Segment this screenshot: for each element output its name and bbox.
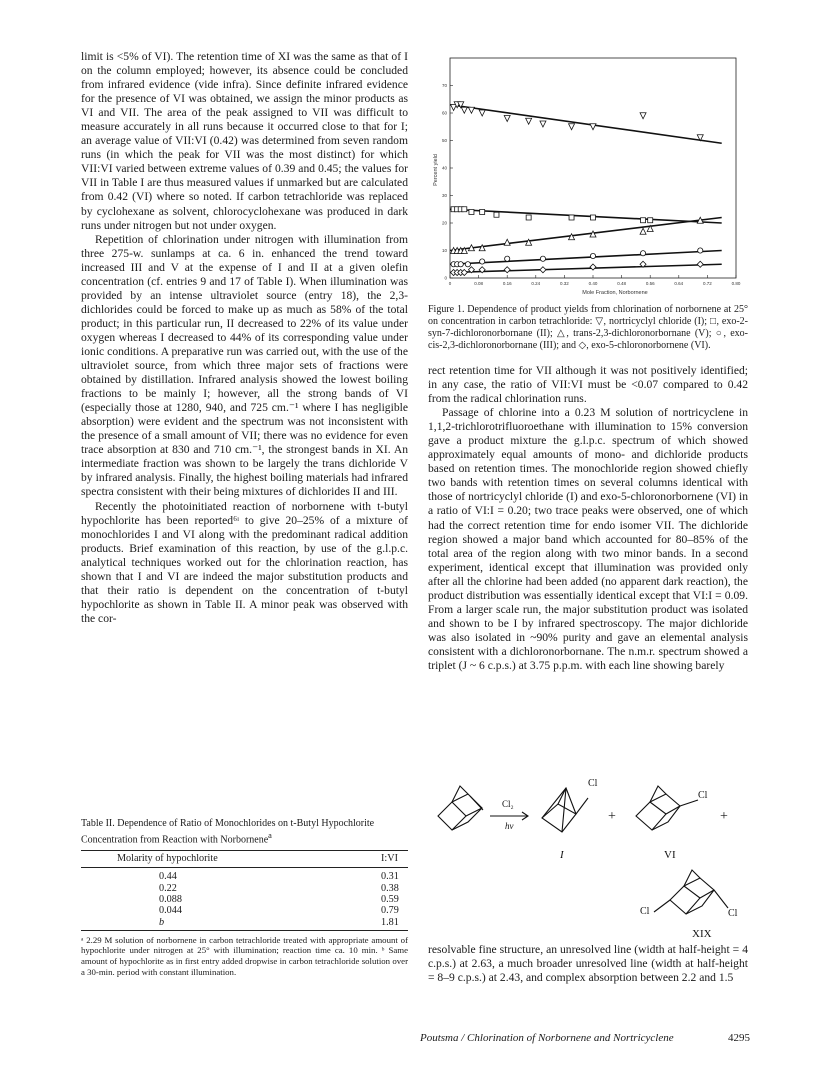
data-point (479, 110, 485, 116)
table-header-row (81, 851, 408, 868)
fit-line (450, 264, 722, 272)
data-point (469, 210, 474, 215)
paragraph: Passage of chlorine into a 0.23 M solution of nortricyclene in 1,1,2-trichlorotrifluoroethane with illumination to 15% conversion gave a product mixture the g.l.p.c. spectrum of which showed approximately equal amounts of mono- and dichloride products based on retention times. The monochloride region showed chiefly two bands with retention times on several columns identical with those of nortricyclyl chloride (I) and exo-5-chloronorbornene (VI) in a ratio of VI:I = 0.20; two trace peaks were observed, one of which had the correct retention time for endo isomer VII. The dichloride region showed a major band which accounted for 80–85% of the total area of the region along with two minor bands. In a second experiment, identical except that illumination was provided only after all the chlorine had been added (no apparent dark reaction), the product distribution was essentially identical except that VI:I = 0.09. From a larger scale run, the major substitution product was isolated and shown to be I by infrared spectroscopy. The major dichloride was also isolated in ~90% purity and gave an elemental analysis consistent with a dichloronorbornane. The n.m.r. spectrum showed a triplet (J ~ 6 c.p.s.) at 3.75 p.p.m. with each line showing barely (428, 406, 748, 672)
fit-line (450, 218, 722, 251)
exo-5-chloronorbornene-structure (636, 786, 698, 830)
column-header: Molarity of hypochlorite (81, 851, 339, 868)
data-point (465, 262, 470, 267)
data-point (540, 256, 545, 261)
data-point (526, 215, 531, 220)
y-axis-label: Percent yield (433, 154, 439, 186)
x-tick-label: 0.64 (674, 281, 684, 286)
chart-fit-lines (450, 105, 722, 273)
data-point (641, 218, 646, 223)
y-tick-label: 10 (441, 248, 447, 253)
chlorine-label: Cl (698, 790, 708, 801)
data-point (590, 264, 596, 270)
table-2 (81, 818, 408, 977)
data-point (540, 267, 546, 273)
table-row (81, 883, 408, 894)
data-point (698, 248, 703, 253)
data-point (505, 256, 510, 261)
paragraph: Recently the photoinitiated reaction of norbornene with t-butyl hypochlorite has been reported⁶ᶦ to give 20–25% of a mixture of monochlorides I and VI along with the predominant radical addition products. Brief examination of this reaction, by use of the g.l.p.c. analytical techniques worked out for the chlorination reaction, has shown that I and VI are indeed the major substitution products and that their ratio is dependent on the concentration of t-butyl hypochlorite as shown in Table II. A minor peak was observed with the cor- (81, 499, 408, 625)
page-number: 4295 (728, 1032, 750, 1044)
table-cell: 1.81 (339, 917, 408, 931)
plus-sign: + (608, 809, 616, 824)
reagent-label: Cl₂ (502, 799, 514, 809)
condition-label: hν (505, 821, 514, 831)
data-point (540, 121, 546, 127)
y-tick-label: 70 (441, 83, 447, 88)
y-tick-label: 60 (441, 110, 447, 116)
x-tick-label: 0.24 (531, 281, 541, 286)
table-footnote: ᵃ 2.29 M solution of norbornene in carbon tetrachloride treated with appropriate amount of hypochlorite under nitrogen at 25° with illumination; reaction time ca. 10 min. ᵇ Same amount of hypochlorite as in first entry added dropwise in carbon tetrachloride solution over a 30-min. period with constant illumination. (81, 934, 408, 977)
table-row (81, 917, 408, 931)
table-cell: 0.44 (159, 871, 177, 883)
table-cell: 0.31 (381, 871, 399, 883)
paragraph: rect retention time for VII although it was not positively identified; in any case, the ratio of VII:VI must be <0.07 compared to 0.42 from the radical chlorination runs. (428, 364, 748, 406)
y-tick-label: 20 (441, 220, 447, 226)
compound-label-xix: XIX (692, 928, 712, 940)
table-title-note: a (268, 831, 272, 840)
reaction-scheme-drawing (430, 774, 748, 942)
compound-label-vi: VI (664, 849, 676, 861)
data-point (648, 218, 653, 223)
table-2-grid (81, 850, 408, 930)
fit-line (450, 105, 722, 144)
norbornene-structure (438, 786, 483, 830)
table-cell: 0.59 (381, 893, 399, 905)
y-tick-label: 50 (441, 138, 447, 143)
y-tick-label: 40 (441, 165, 447, 171)
data-point (480, 259, 485, 264)
paragraph: limit is <5% of VI). The retention time of XI was the same as that of I on the column employed; however, its absence could be concluded from infrared evidence (vide infra). Since definite infrared evidence for the presence of VI was obtained, we assign the minor products as VI and VII. The area of the peak assigned to VII was difficult to measure accurately in all runs because it occurred close to that for I; an average value of VII:VI (0.42) was determined from seven random runs (in which the peak for VII was the most distinct) for which VII:VI varied between extreme values of 0.39 and 0.45; the values for VII in Table I are thus measured values if unmarked but are calculated from 0.42 (VI) where so noted. If carbon tetrachloride was replaced by cyclohexane as solvent, chlorocyclohexane was produced in dark runs under nitrogen but not under oxygen. (81, 50, 408, 232)
data-point (640, 228, 646, 234)
column-header: I:VI (339, 851, 408, 868)
table-cell: 0.088 (159, 893, 182, 905)
table-row (81, 868, 408, 883)
table-cell: 0.79 (381, 905, 399, 917)
plus-sign: + (720, 809, 728, 824)
left-column (81, 50, 408, 626)
fit-line (450, 251, 722, 265)
fit-line (450, 209, 722, 223)
running-title: Poutsma / Chlorination of Norbornene and Nortricyclene (420, 1032, 674, 1044)
y-tick-label: 0 (444, 275, 447, 281)
table-cell: 0.38 (381, 882, 399, 894)
data-point (569, 215, 574, 220)
data-point (458, 262, 463, 267)
chlorine-label: Cl (588, 778, 598, 789)
x-tick-label: 0.40 (588, 281, 598, 286)
data-point (640, 113, 646, 119)
x-tick-label: 0.08 (474, 281, 483, 286)
right-column-continued (428, 943, 748, 985)
data-point (697, 261, 703, 267)
x-tick-label: 0.48 (617, 281, 626, 286)
table-title (81, 818, 408, 846)
x-tick-label: 0.16 (502, 281, 512, 286)
data-point (591, 215, 596, 220)
data-point (461, 270, 467, 276)
right-column (428, 364, 748, 673)
figure-caption: Figure 1. Dependence of product yields from chlorination of norbornene at 25° on concentration in carbon tetrachloride: ▽, nortricyclyl chloride (I); □, exo-2-syn-7-dichloronorbornane (II); △, trans-2,3-dichloronorbornane (V); ○, exo-cis-2,3-dichloronorbornane (III); and ◇, exo-5-chloronorbornene (VI). (428, 304, 748, 351)
compound-label-i: I (560, 849, 564, 861)
data-point (569, 124, 575, 130)
chlorine-label: Cl (640, 906, 650, 917)
data-point (494, 212, 499, 217)
data-point (640, 251, 645, 256)
data-point (504, 239, 510, 245)
data-point (526, 118, 532, 124)
paragraph: resolvable fine structure, an unresolved line (width at half-height = 4 c.p.s.) at 2.63, a much broader unresolved line (width at half-height = 8–9 c.p.s.) at 2.43, and complex absorption between 2.2 and 1.5 (428, 943, 748, 985)
x-tick-label: 0.80 (731, 281, 741, 286)
figure-1 (430, 50, 746, 298)
x-tick-label: 0.56 (645, 281, 655, 286)
x-tick-label: 0 (448, 281, 452, 286)
data-point (590, 253, 595, 258)
data-point (590, 124, 596, 130)
table-title-text: Table II. Dependence of Ratio of Monochlorides on t-Butyl Hypochlorite Concentration from Reaction with Norbornene (81, 818, 375, 846)
data-point (504, 267, 510, 273)
data-point (461, 107, 467, 113)
chart-points (451, 102, 704, 276)
y-tick-label: 30 (441, 193, 447, 198)
page-footer (420, 1032, 750, 1044)
data-point (480, 210, 485, 215)
data-point (504, 116, 510, 122)
table-row (81, 894, 408, 905)
data-point (462, 207, 467, 212)
table-row (81, 905, 408, 916)
chlorine-label: Cl (728, 908, 738, 919)
x-tick-label: 0.72 (703, 281, 712, 286)
x-axis-label: Mole Fraction, Norbornene (582, 290, 648, 296)
paragraph: Repetition of chlorination under nitrogen with illumination from three 275-w. sunlamps at ca. 6 in. enhanced the trend toward increased III and V at the expense of I and II at a given olefin concentration (cf. entries 9 and 17 of Table I). When illumination was provided by an intense ultraviolet source (entry 18), the 2,3-dichlorides could be forced to make up as much as 58% of the total product; in this particular run, II decreased to 22% of its value under oxygen whereas I decreased to 44% of its corresponding value under ionic conditions. A preparative run was carried out, with the use of the ultraviolet source, from which three major sets of fractions were obtained by distillation. Infrared analysis showed the lowest boiling fractions to be mainly I; however, all the strong bands of VI (especially those at 1280, 940, and 725 cm.⁻¹ where I has negligible absorption) were evident and the spectrum was not inconsistent with the presence of a small amount of VII; there was no evidence for even trace absorption at 830 and 710 cm.⁻¹, the strongest bands in XI. An intermediate fraction was shown to be largely the trans dichloride V by infrared analysis. Finally, the highest boiling materials had infrared spectra consistent with their being mixtures of dichlorides II and III. (81, 232, 408, 499)
x-tick-label: 0.32 (560, 281, 569, 286)
table-cell: 0.22 (159, 882, 177, 894)
dichloronorbornane-xix-structure (654, 870, 728, 914)
nortricyclyl-chloride-structure (542, 788, 588, 832)
table-cell: b (81, 917, 339, 931)
table-cell: 0.044 (159, 905, 182, 917)
data-point (468, 107, 474, 113)
reaction-scheme (430, 774, 748, 942)
figure-1-chart (430, 50, 746, 298)
